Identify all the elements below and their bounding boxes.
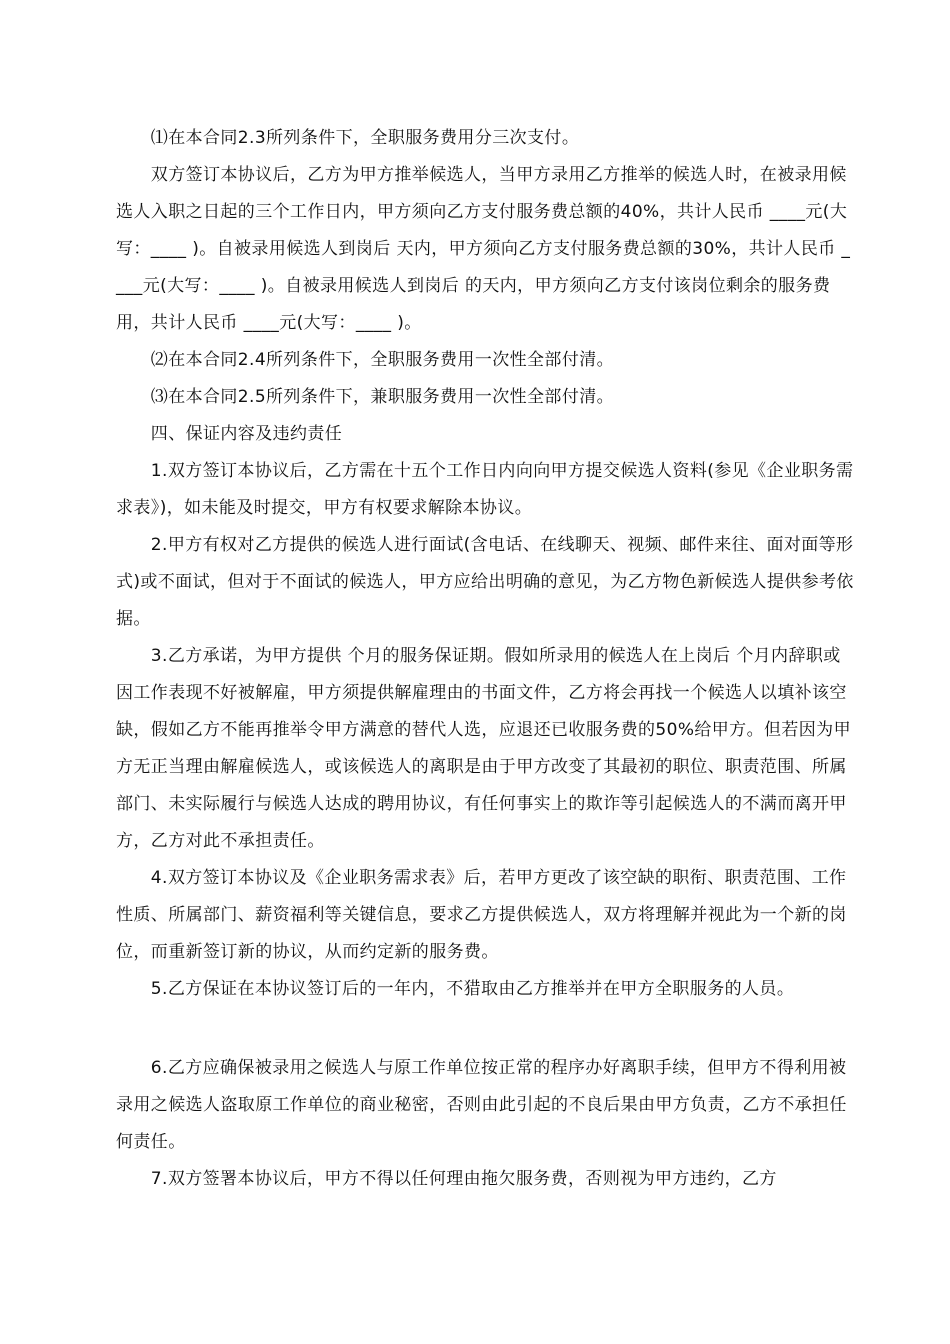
clause-3: 3.乙方承诺，为甲方提供 个月的服务保证期。假如所录用的候选人在上岗后 个月内辞职或因工作表现不好被解雇，甲方须提供解雇理由的书面文件，乙方将会再找一个候选人以填补该空缺，假如乙方不能再推举令甲方满意的替代人选，应退还已收服务费的50%给甲方。但若因为甲方无正当理由解雇候选人，或该候选人的离职是由于甲方改变了其最初的职位、职责范围、所属部门、未实际履行与候选人达成的聘用协议，有任何事实上的欺诈等引起候选人的不满而离开甲方，乙方对此不承担责任。 [116, 646, 851, 851]
paragraph-parttime-one-time: ⑶在本合同2.5所列条件下，兼职服务费用一次性全部付清。 [116, 387, 615, 407]
clause-1: 1.双方签订本协议后，乙方需在十五个工作日内向向甲方提交候选人资料(参见《企业职务需求表》)，如未能及时提交，甲方有权要求解除本协议。 [116, 461, 854, 518]
section-heading-guarantee: 四、保证内容及违约责任 [116, 424, 343, 444]
paragraph-payment-schedule: 双方签订本协议后，乙方为甲方推举候选人，当甲方录用乙方推举的候选人时，在被录用候选人入职之日起的三个工作日内，甲方须向乙方支付服务费总额的40%，共计人民币 ____元(大写：____ )。自被录用候选人到岗后 天内，甲方须向乙方支付服务费总额的30%，共计人民币 ____元(大写：____ )。自被录用候选人到岗后 的天内，甲方须向乙方支付该岗位剩余的服务费用，共计人民币 ____元(大写：____ )。 [116, 165, 851, 333]
clause-7: 7.双方签署本协议后，甲方不得以任何理由拖欠服务费，否则视为甲方违约，乙方 [116, 1169, 777, 1189]
clause-6: 6.乙方应确保被录用之候选人与原工作单位按正常的程序办好离职手续，但甲方不得利用被录用之候选人盗取原工作单位的商业秘密，否则由此引起的不良后果由甲方负责，乙方不承担任何责任。 [116, 1058, 847, 1152]
paragraph-fulltime-one-time: ⑵在本合同2.4所列条件下，全职服务费用一次性全部付清。 [116, 350, 615, 370]
clause-4: 4.双方签订本协议及《企业职务需求表》后，若甲方更改了该空缺的职衔、职责范围、工作性质、所属部门、薪资福利等关键信息，要求乙方提供候选人，双方将理解并视此为一个新的岗位，而重新签订新的协议，从而约定新的服务费。 [116, 868, 847, 962]
clause-5: 5.乙方保证在本协议签订后的一年内，不猎取由乙方推举并在甲方全职服务的人员。 [116, 979, 795, 999]
clause-2: 2.甲方有权对乙方提供的候选人进行面试(含电话、在线聊天、视频、邮件来往、面对面等形式)或不面试，但对于不面试的候选人，甲方应给出明确的意见，为乙方物色新候选人提供参考依据。 [116, 535, 854, 629]
paragraph-payment-three-installments: ⑴在本合同2.3所列条件下，全职服务费用分三次支付。 [116, 128, 580, 148]
